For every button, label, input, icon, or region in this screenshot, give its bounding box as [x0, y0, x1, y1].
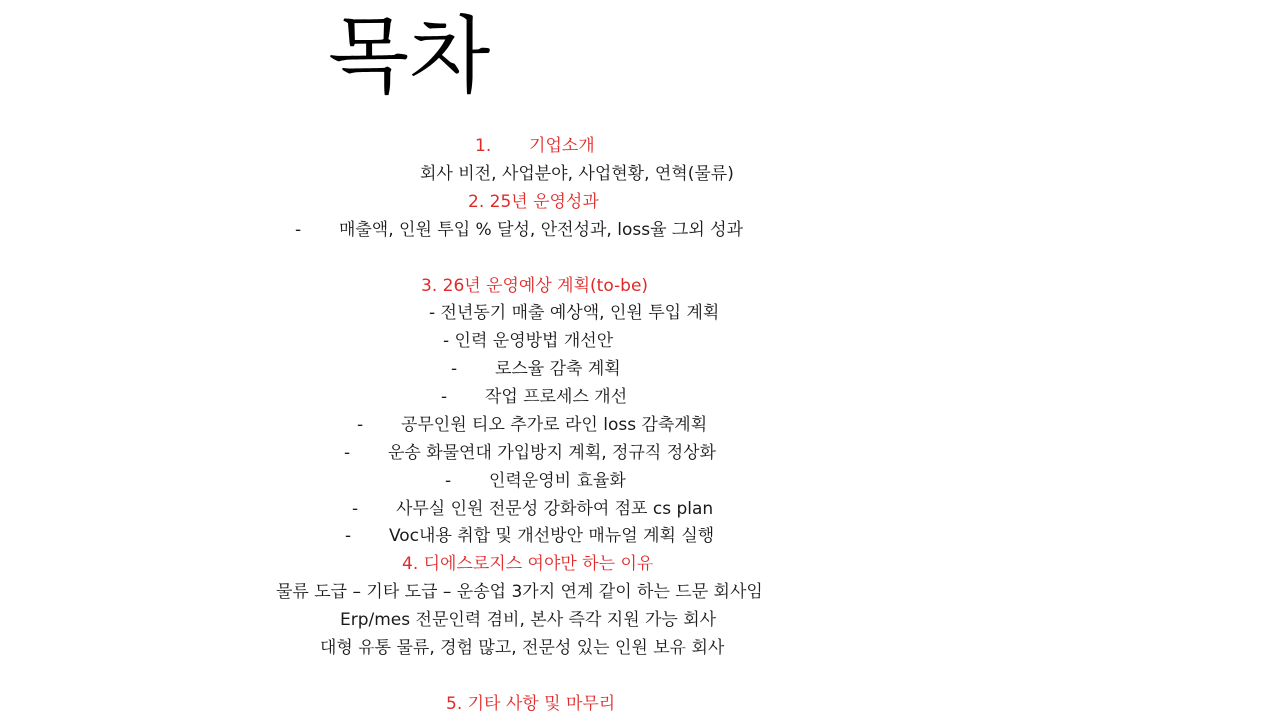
section-3-item: - 사무실 인원 전문성 강화하여 점포 cs plan — [352, 499, 714, 519]
section-4-heading: 4. 디에스로지스 여야만 하는 이유 — [402, 554, 654, 574]
section-4-item: 물류 도급 – 기타 도급 – 운송업 3가지 연계 같이 하는 드문 회사임 — [276, 582, 763, 602]
section-1-detail: 회사 비전, 사업분야, 사업현황, 연혁(물류) — [420, 164, 734, 184]
section-1-heading: 1. 기업소개 — [475, 136, 595, 156]
page-title: 목차 — [328, 7, 491, 105]
section-3-item: - 인력운영비 효율화 — [445, 471, 626, 491]
section-3-item: - 전년동기 매출 예상액, 인원 투입 계획 — [429, 303, 720, 323]
section-4-item: Erp/mes 전문인력 겸비, 본사 즉각 지원 가능 회사 — [340, 610, 717, 630]
section-3-item: - 로스율 감축 계획 — [451, 359, 621, 379]
section-3-heading: 3. 26년 운영예상 계획(to-be) — [421, 276, 649, 296]
section-3-item: - 공무인원 티오 추가로 라인 loss 감축계획 — [357, 415, 708, 435]
section-3-item: - 인력 운영방법 개선안 — [443, 331, 614, 351]
section-3-item: - 운송 화물연대 가입방지 계획, 정규직 정상화 — [344, 443, 716, 463]
section-4-item: 대형 유통 물류, 경험 많고, 전문성 있는 인원 보유 회사 — [320, 638, 725, 658]
section-5-heading: 5. 기타 사항 및 마무리 — [446, 694, 616, 714]
section-2-heading: 2. 25년 운영성과 — [468, 192, 599, 212]
section-3-item: - 작업 프로세스 개선 — [441, 387, 628, 407]
section-2-detail: - 매출액, 인원 투입 % 달성, 안전성과, loss율 그외 성과 — [295, 220, 743, 240]
section-3-item: - Voc내용 취합 및 개선방안 매뉴얼 계획 실행 — [345, 526, 715, 546]
